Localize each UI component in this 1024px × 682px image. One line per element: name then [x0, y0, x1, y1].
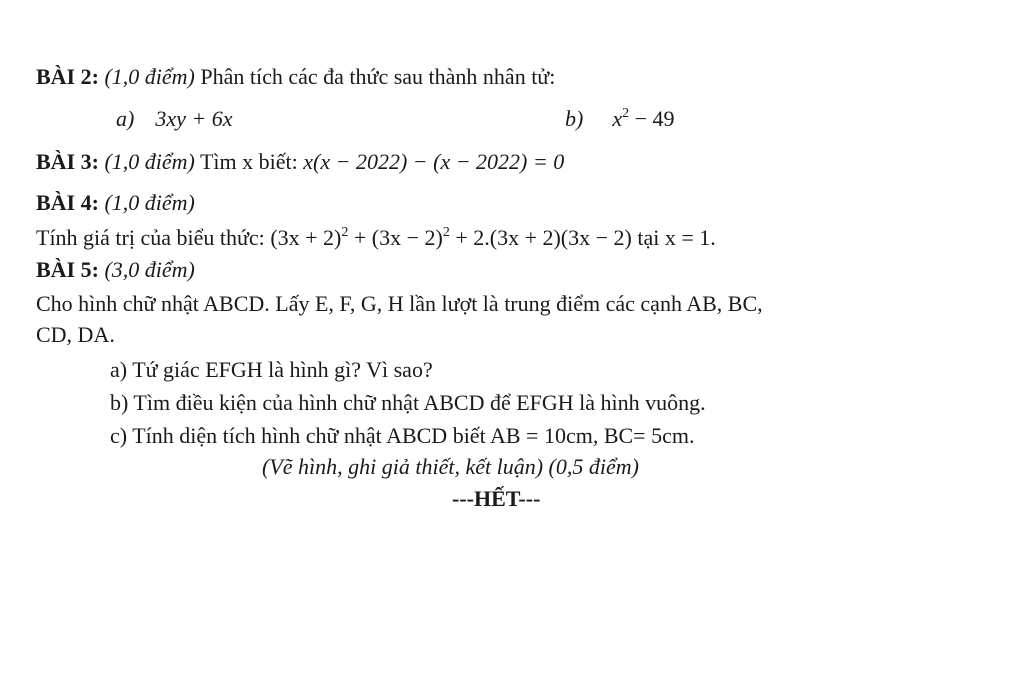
bai2-heading: BÀI 2: — [36, 64, 99, 89]
bai5-question-c: c) Tính diện tích hình chữ nhật ABCD biết AB = 10cm, BC= 5cm. — [110, 423, 695, 448]
bai4-points: (1,0 điểm) — [104, 190, 195, 215]
bai3-heading: BÀI 3: — [36, 149, 99, 174]
bai5-text-line2: CD, DA. — [36, 322, 115, 347]
bai4-sq2: 2 — [442, 225, 450, 240]
bai5-note: (Vẽ hình, ghi giả thiết, kết luận) (0,5 điểm) — [262, 454, 639, 479]
bai5-heading-line — [36, 257, 195, 283]
bai2-a-expr: 3xy + 6x — [155, 106, 233, 131]
bai4-text: Tính giá trị của biểu thức: — [36, 225, 271, 250]
bai2-part-a — [116, 106, 232, 132]
bai2-line — [36, 64, 555, 90]
bai2-b-base: x — [612, 106, 623, 131]
bai3-line — [36, 149, 564, 175]
bai5-question-a: a) Tứ giác EFGH là hình gì? Vì sao? — [110, 357, 433, 382]
bai4-sq1: 2 — [341, 225, 349, 240]
bai2-text: Phân tích các đa thức sau thành nhân tử: — [194, 64, 556, 89]
bai5-text-line1: Cho hình chữ nhật ABCD. Lấy E, F, G, H lần lượt là trung điểm các cạnh AB, BC, — [36, 291, 763, 316]
end-marker: ---HẾT--- — [452, 486, 541, 511]
bai2-part-b — [565, 106, 675, 136]
bai5-question-b: b) Tìm điều kiện của hình chữ nhật ABCD để EFGH là hình vuông. — [110, 390, 706, 415]
bai5-points: (3,0 điểm) — [104, 257, 195, 282]
bai4-e2: + (3x − 2) — [348, 225, 443, 250]
bai4-expression-line — [36, 225, 716, 255]
bai2-b-label: b) — [565, 106, 584, 131]
bai5-heading: BÀI 5: — [36, 257, 99, 282]
bai2-a-label: a) — [116, 106, 135, 131]
bai4-heading: BÀI 4: — [36, 190, 99, 215]
bai4-e1: (3x + 2) — [270, 225, 342, 250]
bai3-points: (1,0 điểm) — [104, 149, 195, 174]
bai2-b-rest: − 49 — [629, 106, 675, 131]
bai4-e3: + 2.(3x + 2)(3x − 2) — [449, 225, 632, 250]
bai4-tail: tại x = 1. — [631, 225, 716, 250]
bai2-b-exponent: 2 — [622, 106, 630, 121]
bai3-expr: x(x − 2022) − (x − 2022) = 0 — [303, 149, 565, 174]
bai4-heading-line — [36, 190, 195, 216]
bai3-text: Tìm x biết: — [194, 149, 304, 174]
bai2-points: (1,0 điểm) — [104, 64, 195, 89]
